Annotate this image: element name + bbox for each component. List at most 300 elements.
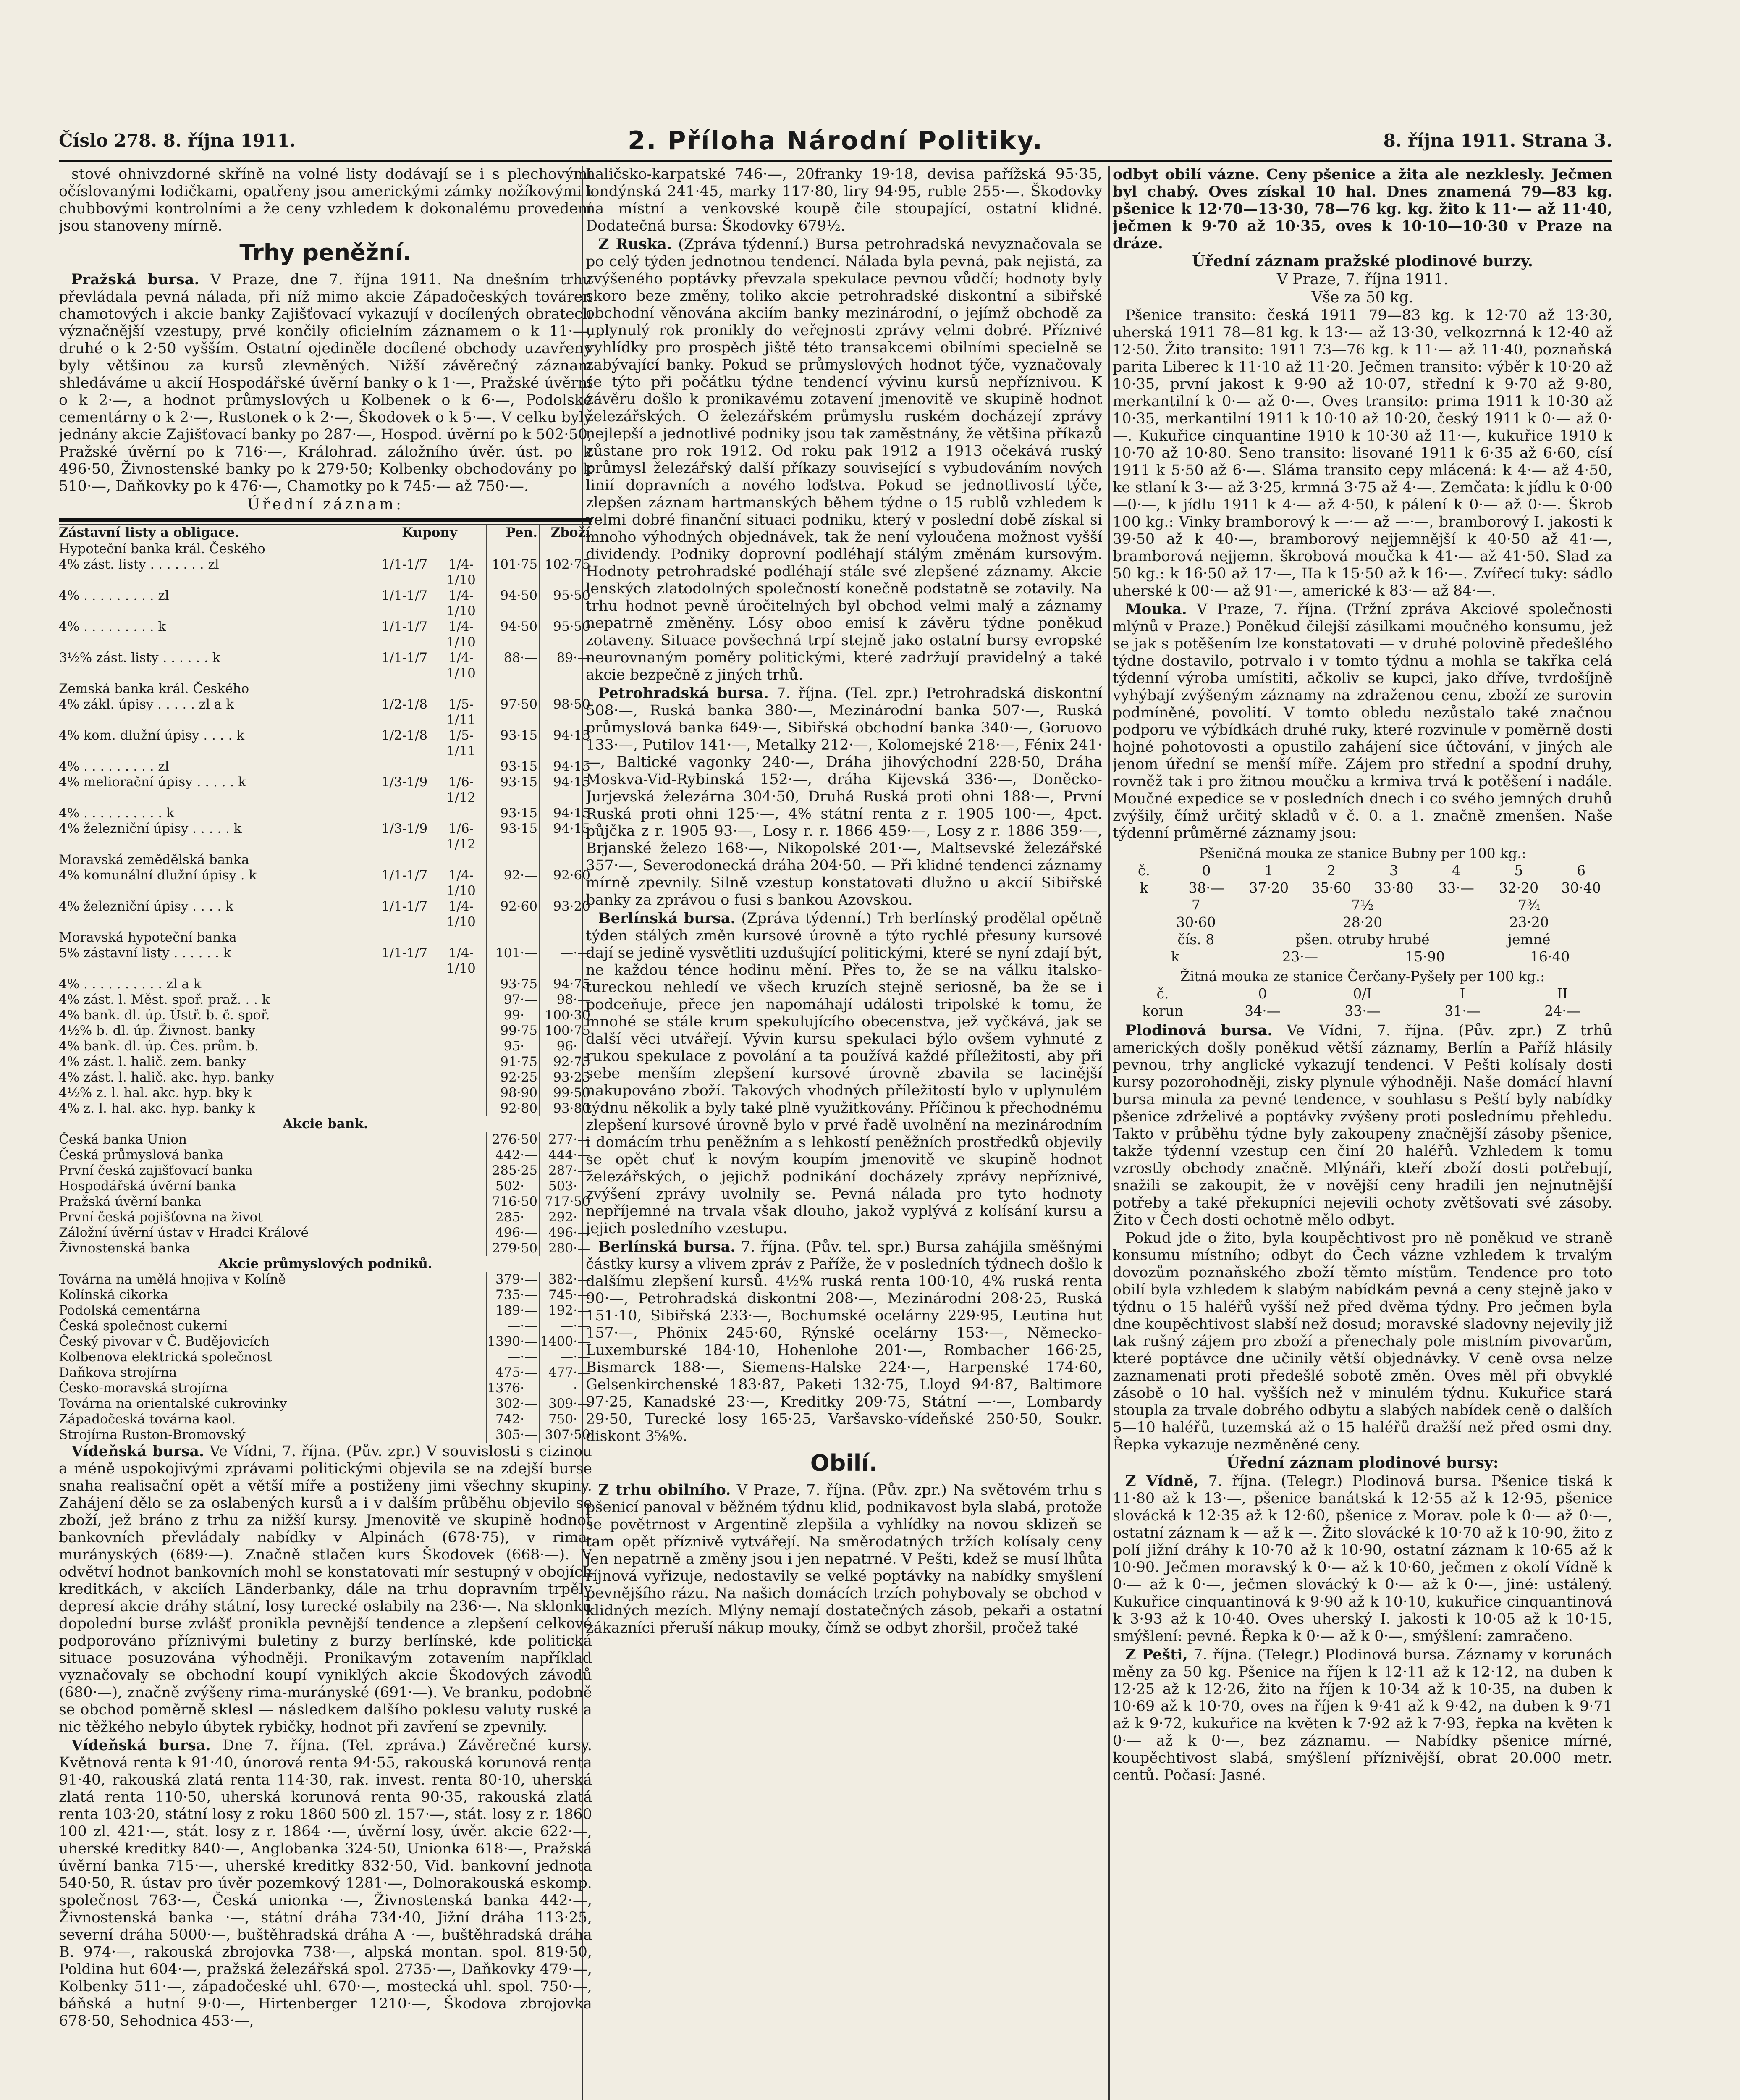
coupon-date bbox=[436, 541, 486, 557]
article-text: Dne 7. října. (Tel. zpráva.) Závěrečné kursy. Květnová renta k 91·40, únorová renta 94·55, rakouská korunová renta 91·40, rakouská zlatá renta 114·30, rak. invest. renta 80·10, uherská zlatá renta 110·50, uherská korunová renta 90·35, rakouská zlatá renta 103·20, státní losy z roku 1860 500 zl. 157·—, stát. losy z r. 1860 100 zl. 421·—, stát. losy z r. 1864 ·—, úvěrní losy, úvěr. akcie 622·—, uherské kreditky 840·—, Anglobanka 324·50, Unionka 618·—, Pražská úvěrní banka 715·—, uherské kreditky 832·50, Vid. bankovní jednota 540·50, R. ústav pro úvěr pozemkový 1281·—, Dolnorakouská eskomp. společnost 763·—, Česká unionka ·—, Živnostenská banka 442·—, Živnostenská banka ·—, státní dráha 734·40, Jižní dráha 113·25, severní dráha 5000·—, buštěhradská dráha A ·—, buštěhradská dráha B. 974·—, rakouská zbrojovka 738·—, alpská montan. spol. 819·50, Poldina hut 604·—, pražská železářská spol. 2735·—, Daňkovky 479·—, Kolbenky 511·—, západočeské uhl. 670·—, mostecká uhl. spol. 750·—, báňská a hutní 9·0·—, Hirtenberger 1210·—, Škodova zbrojovka 678·50, Sehodnica 453·—, bbox=[59, 1737, 592, 2029]
goods-price: 102·75 bbox=[539, 557, 592, 588]
security-name: Kolínská cikorka bbox=[59, 1287, 168, 1302]
article-lead: Berlínská bursa. bbox=[598, 910, 736, 927]
money-price: 496·— bbox=[486, 1225, 539, 1241]
goods-price: 309·— bbox=[539, 1396, 592, 1412]
article-vienna-closing bbox=[59, 1737, 592, 2030]
security-name: Továrna na umělá hnojiva v Kolíně bbox=[59, 1272, 286, 1287]
money-price: 91·75 bbox=[486, 1054, 539, 1070]
coupon-date bbox=[436, 1039, 486, 1054]
security-name: Pražská úvěrní banka bbox=[59, 1194, 202, 1209]
article-lead: Pražská bursa. bbox=[71, 271, 199, 288]
table-cell: 7½ bbox=[1351, 897, 1374, 913]
money-price: 305·— bbox=[486, 1427, 539, 1443]
money-price bbox=[486, 541, 539, 557]
article-flour bbox=[1113, 601, 1612, 842]
table-cell: 23·— bbox=[1282, 948, 1318, 965]
goods-price bbox=[539, 930, 592, 945]
money-price bbox=[486, 852, 539, 868]
table-row bbox=[59, 1334, 592, 1349]
table-row bbox=[59, 557, 592, 588]
quotes-table bbox=[59, 524, 592, 1443]
money-price: 101·— bbox=[486, 945, 539, 976]
table-row bbox=[59, 930, 592, 945]
header-zbozi: Zboží bbox=[539, 525, 592, 541]
money-price bbox=[486, 681, 539, 697]
table-cell: 30·40 bbox=[1561, 879, 1601, 896]
table-row bbox=[59, 1085, 592, 1101]
table-row bbox=[59, 774, 592, 806]
table-row bbox=[59, 1318, 592, 1334]
coupon-date: 1/3-1/9 bbox=[381, 821, 428, 836]
coupon-date bbox=[436, 992, 486, 1008]
table-cell: 24·— bbox=[1544, 1003, 1580, 1019]
official-record-heading: Úřední záznam: bbox=[247, 496, 404, 513]
money-price: 95·— bbox=[486, 1039, 539, 1054]
money-price: 442·— bbox=[486, 1147, 539, 1163]
money-price: 735·— bbox=[486, 1287, 539, 1303]
goods-price bbox=[539, 681, 592, 697]
security-name: 4% zást. l. halič. zem. banky bbox=[59, 1054, 246, 1069]
security-name: Česká banka Union bbox=[59, 1132, 187, 1147]
table-row bbox=[59, 1303, 592, 1318]
article-lead: Plodinová bursa. bbox=[1125, 1022, 1273, 1039]
coupon-date: 1/4-1/10 bbox=[446, 557, 476, 588]
goods-price: 95·50 bbox=[539, 588, 592, 619]
article-text: Ve Vídni, 7. října. (Pův. zpr.) Z trhů amerických došly poněkud větší záznamy, Berlín a Paříž hlásily pevnou, trhy anglické vykazují tendenci. V Pešti kolísaly dosti kursy pozorohodněji, zisky plynule výhodněji. Naše domácí hlavní bursa minula za pevné tendence, v souhlasu s Peští byly nabídky pšenice zdrželivé a poptávky zvýšeny proti poslednímu přehledu. Takto v průběhu týdne byly zakoupeny značnější zásoby pšenice, takže týdenní vzestup cen činí 20 haléřů. Vzhledem k tomu vzrostly obchody značně. Mlýnáři, kteří zboží dosti potřebují, snažili se zakoupit, že v novější ceny hradili jen nejnutnější potřeby a také překupníci nejevili ochoty zvětšovati své zásoby. Žito v Čech dosti ochotně mělo odbyt. bbox=[1113, 1022, 1612, 1228]
goods-price: 94·15 bbox=[539, 728, 592, 759]
coupon-date bbox=[436, 681, 486, 697]
security-name: 4% z. l. hal. akc. hyp. banky k bbox=[59, 1101, 255, 1116]
article-petersburg bbox=[586, 685, 1102, 909]
coupon-date bbox=[373, 806, 436, 821]
article-lead: Petrohradská bursa. bbox=[598, 685, 769, 702]
goods-price: 94·15 bbox=[539, 774, 592, 806]
money-price bbox=[486, 930, 539, 945]
goods-price: 94·75 bbox=[539, 976, 592, 992]
table-row bbox=[59, 1054, 592, 1070]
article-berlin-weekly bbox=[586, 910, 1102, 1237]
table-row bbox=[59, 945, 592, 976]
table-cell: 3 bbox=[1389, 862, 1398, 879]
security-name: 4% kom. dlužní úpisy . . . . k bbox=[59, 728, 244, 743]
goods-price: —·— bbox=[539, 1381, 592, 1396]
table-cell: 1 bbox=[1264, 862, 1274, 879]
goods-price: —·— bbox=[539, 1318, 592, 1334]
table-cell: 7 bbox=[1191, 897, 1200, 913]
article-text: (Zpráva týdenní.) Trh berlínský prodělal opětně týden stálých změn kursové úrovně a týto rychlé přesuny kursové dají se jedině vysvětliti uzdušující politickými, které se nyní zdají být, ne každou ténce hodinu mění. Přes to, že se na válku italsko-tureckou nehledí ve všech kruzích stejně seriosně, ba že se i podceňuje, přece jen napomáhají události tripolské k tomu, že mnohé se stále krum spekulujícího obecenstva, jež vyčkává, jak se další věci utvářejí. Vývin kursu spekulaci býlo ovšem vyhnuté z rukou spekulace z povolání a ta používá každé příležitosti, aby při sebe menším zlepšení kursové úrovně zbavila se lacinější nakupováno zboží. Takových vhodných příležitostí bylo v uplynulém týdnu několik a byly také plně využitkovány. Příčinou k přechodnému zlepšení kursové úrovně bylo v prvé řadě uvolnění na mezinárodním i domácím trhu peněžním a s lehkostí peněžních prostředků objevily se opět chuť k novým koupím jmenovitě ve skupině hodnot železářských, o jejichž podnikání docházely zprávy nepříznivé, zvýšení zprávy uvolnily se. Pevná nálada pro tyto hodnoty nepříjemné na trvala však dlouho, jakož vyplývá z kolísání kursu a jejich posledního vzestupu. bbox=[586, 910, 1102, 1237]
table-cell: 30·60 bbox=[1176, 914, 1216, 930]
security-name: Česko-moravská strojírna bbox=[59, 1381, 228, 1396]
table-row bbox=[59, 806, 592, 821]
money-price: 99·75 bbox=[486, 1023, 539, 1039]
table-cell: 16·40 bbox=[1530, 948, 1570, 965]
article-lead: Z Pešti, bbox=[1125, 1646, 1188, 1663]
article-lead: Z Ruska. bbox=[598, 236, 672, 253]
coupon-date: 1/1-1/7 bbox=[381, 650, 428, 665]
goods-price: 100·30 bbox=[539, 1008, 592, 1023]
article-continuation: stové ohnivzdorné skříně na volné listy dodávají se i s plechovými očíslovanými lodičkami, opatřeny jsou americkými zámky nožíkovými i chubbovými kontrolními a že ceny vzhledem k dokonalému provedení jsou stanoveny mírně. bbox=[59, 166, 592, 234]
table-cell: 35·60 bbox=[1311, 879, 1351, 896]
article-text: 7. října. (Pův. tel. spr.) Bursa zahájila směšnými částky kursy a vlivem zpráv z Paříže, že v posledních týdnech došlo k dalšímu zlepšení kursů. 4½% ruská renta 100·10, 4% ruská renta 90·—, Petrohradská diskontní 208·—, Mezinárodní 208·25, Ruská 151·10, Sibiřská 233·—, Bochumské ocelárny 229·95, Leutina hut 157·—, Phönix 245·60, Rýnské ocelárny 153·—, Německo-Luxemburské 184·10, Hohenlohe 201·—, Rombacher 166·25, Bismarck 188·—, Siemens-Halske 224·—, Harpenské 174·60, Gelsenkirchenské 183·87, Paketi 132·75, Lloyd 94·87, Baltimore 97·25, Kanadské 23·—, Kreditky 209·75, Státní —·—, Lombardy 29·50, Turecké losy 165·25, Varšavsko-vídeňské 250·50, Soukr. diskont 3⅝%. bbox=[586, 1239, 1102, 1445]
table-row bbox=[59, 619, 592, 650]
money-price: 379·— bbox=[486, 1272, 539, 1287]
security-name: Západočeská továrna kaol. bbox=[59, 1412, 236, 1427]
article-lead: Vídeňská bursa. bbox=[71, 1443, 204, 1460]
security-name: 4% zást. l. Měst. spoř. praž. . . k bbox=[59, 992, 270, 1007]
section-title: Obilí. bbox=[810, 1450, 878, 1476]
coupon-date: 1/1-1/7 bbox=[381, 588, 428, 603]
table-cell: 4 bbox=[1452, 862, 1461, 879]
goods-price: 307·50 bbox=[539, 1427, 592, 1443]
article-lead: Vídeňská bursa. bbox=[71, 1737, 211, 1754]
article-lead: Berlínská bursa. bbox=[598, 1238, 736, 1255]
coupon-date bbox=[436, 1085, 486, 1101]
security-name: 4% železniční úpisy . . . . . k bbox=[59, 821, 242, 836]
article-vienna-produce bbox=[1113, 1473, 1612, 1645]
money-price: 97·— bbox=[486, 992, 539, 1008]
security-name: Zemská banka král. Českého bbox=[59, 681, 249, 696]
table-cell: 38·— bbox=[1188, 879, 1224, 896]
coupon-date bbox=[436, 976, 486, 992]
coupon-date: 1/4-1/10 bbox=[446, 588, 476, 619]
security-name: 4% . . . . . . . . . . k bbox=[59, 806, 174, 821]
header-name: Zástavní listy a obligace. bbox=[59, 525, 239, 540]
article-text: V Praze, 7. října. (Pův. zpr.) Na světovém trhu s pšenicí panoval v běžném týdnu klid, podnikavost byla slabá, protože se povětrnost v Argentině zlepšila a vyhlídky na novou sklizeň se tam opět příznivě vytvářejí. Na směrodatných tržích kolísaly ceny jen nepatrně a změny jsou i jen nepatrné. V Pešti, kdež se musí lhůta říjnová vyřizuje, nedostavily se velké poptávky na nabídky smyšlení pevnějšího rázu. Na našich domácích trzích pohybovaly se obchod v klidných mezích. Mlýny nemají dostatečných zásob, pekaři a ostatní zákazníci přeruší nákup mouky, čímž se odbyt zhoršil, pročež také bbox=[586, 1482, 1102, 1636]
table-row bbox=[59, 992, 592, 1008]
coupon-date: 1/6-1/12 bbox=[446, 774, 476, 805]
coupon-date: 1/4-1/10 bbox=[446, 868, 476, 898]
table-row bbox=[59, 1287, 592, 1303]
security-name: Česká společnost cukerní bbox=[59, 1318, 228, 1334]
table-cell: č. bbox=[1156, 985, 1169, 1002]
table-header-row bbox=[1113, 896, 1612, 914]
money-price: 99·— bbox=[486, 1008, 539, 1023]
article-text: (Zpráva týdenní.) Bursa petrohradská nevyznačovala se po celý týden jednotnou tendencí. Nálada byla pevná, pak nejistá, za zvýšeného poptávky převzala spekulace pevnou vůdčí; hodnoty byly skoro beze změny, toliko akcie petrohradské diskontní a sibiřské obchodní věnována akciím banky mezinárodní, o jejímž obchodě za uplynulý rok pronikly do veřejnosti zprávy velmi dobré. Příznivé vyhlídky pro prospěch jiště této transakcemi obilními specielně se zabývající banky. Pokud se průmyslových hodnot týče, vyznačovaly se týto při počátku týdne tendencí vývinu kursů nepříznivou. K závěru došlo k pronikavému zotavení jmenovitě ve skupině hodnot železářských. O železářském průmyslu ruském docházejí zprávy nejlepší a jednotlivé podniky jsou tak zaměstnány, že většina příkazů zůstane pro rok 1912. Od roku pak 1912 a 1913 očekává ruský průmysl železářský další příkazy související s vybudováním nových linií dopravních a nového loďstva. Pokud se jednotlivostí týče, zlepšen záznam hartmanských během týdne o 15 rublů vzhledem k velmi dobré finanční situaci podniku, který v poslední době získal si mnoho výhodných objednávek, tak že není vyloučena možnost vyšší dividendy. Podniky doprovní podléhají stálým změnám kursovým. Hodnoty petrohradské podléhají stále své zlepšené záznamy. Akcie lenských zlatodolných společností konečně podstatně se zotavily. Na trhu hodnot pevně úročitelných byl obchod velmi malý a záznamy nepatrně změněny. Lósy oboo emisí k závěru týdne poněkud zotaveny. Situace povšechná trpí stejně jako ostatní bursy evropské neurovnaným poměry politickými, které zadržují pravidelný a také akcie bezpečně z jiných trhů. bbox=[586, 236, 1102, 683]
security-name: Záložní úvěrní ústav v Hradci Králové bbox=[59, 1225, 309, 1240]
table-row bbox=[59, 1272, 592, 1287]
money-price: 93·15 bbox=[486, 759, 539, 774]
coupon-date bbox=[436, 1023, 486, 1039]
article-lead: Mouka. bbox=[1125, 601, 1187, 618]
table-row bbox=[59, 852, 592, 868]
security-name: 4% zást. l. halič. akc. hyp. banky bbox=[59, 1070, 274, 1085]
goods-price: 98·50 bbox=[539, 697, 592, 728]
goods-price: 382·— bbox=[539, 1272, 592, 1287]
table-section-title: Akcie průmyslových podniků. bbox=[218, 1256, 432, 1271]
money-price: 475·— bbox=[486, 1365, 539, 1381]
table-cell: 2 bbox=[1327, 862, 1336, 879]
coupon-date: 1/1-1/7 bbox=[381, 945, 428, 961]
page-header bbox=[59, 126, 1612, 160]
table-section-title: Akcie bank. bbox=[283, 1116, 368, 1131]
money-price: 189·— bbox=[486, 1303, 539, 1318]
article-grain-market bbox=[586, 1481, 1102, 1637]
security-name: 5% zástavní listy . . . . . . k bbox=[59, 945, 231, 961]
article-russia bbox=[586, 236, 1102, 684]
goods-price: 94·15 bbox=[539, 821, 592, 852]
article-produce-continued: Pokud jde o žito, byla koupěchtivost pro ně poněkud ve straně konsumu místního; odbyt do Čech vázne vzhledem k trvalým dovozům poznaňského zboží těmto místům. Tendence pro toto obilí byla vzhledem k slabým nabídkám pevná a ceny stejně jako v týdnu o 15 haléřů vyšší než před dvěma týdny. Pro ječmen byla dne koupěchtivost slabší než dosud; moravské sladovny nejevily již tak rušný zájem pro zboží a přenechaly pole mistním pivovarům, které poptávce dne učinily větší objednávky. V ceně ovsa nelze zaznamenati proti předešlé sobotě změn. Oves měl při obvyklé zásobě o 10 hal. vyšších než v minulém týdnu. Kukuřice stará stoupla za trvale dobrého odbytu a slabých nabídek ceně o dalších 5—10 haléřů, tuzemská až o 15 haléřů dražší než před osmi dny. Řepka vykazuje nezměněné ceny. bbox=[1113, 1230, 1612, 1453]
issue-number: Číslo 278. 8. října 1911. bbox=[59, 130, 296, 151]
goods-price: 96·— bbox=[539, 1039, 592, 1054]
column-3 bbox=[1113, 166, 1612, 2100]
money-price: 502·— bbox=[486, 1179, 539, 1194]
security-name: První česká zajišťovací banka bbox=[59, 1163, 253, 1178]
coupon-date bbox=[373, 681, 436, 697]
article-text: 7. října. (Tel. zpr.) Petrohradská diskontní 508·—, Ruská banka 380·—, Mezinárodní banka 507·—, Ruská průmyslová banka 649·—, Sibiřská obchodní banka 340·—, Goruovo 133·—, Putilov 141·—, Metalky 212·—, Kolomejské 218·—, Fénix 241·—, Baltické vagonky 240·—, Dráha jihovýchodní 228·50, Dráha Moskva-Vid-Rybinská 152·—, dráha Kijevská 336·—, Doněcko-Jurjevská železárna 304·50, Druhá Ruská proti ohni 188·—, První Ruská proti ohni 125·—, 4% státní renta z r. 1905 100·—, 4pct. půjčka z r. 1905 93·—, Losy r. r. 1866 459·—, Losy z r. 1886 359·—, Brjanské železo 168·—, Nikopolské 201·—, Maltsevské železářské 357·—, Severodonecká dráha 204·50. — Při klidné tendenci záznamy mírně zpevnily. Silně vzestup konstatovati dlužno u akcií Sibiřské banky za zprávou o fusi s bankou Azovskou. bbox=[586, 685, 1102, 908]
table-row bbox=[59, 976, 592, 992]
money-price: 94·50 bbox=[486, 588, 539, 619]
security-name: 4% železniční úpisy . . . . k bbox=[59, 899, 233, 914]
goods-price bbox=[539, 852, 592, 868]
table-cell: korun bbox=[1142, 1003, 1184, 1019]
goods-price: —·— bbox=[539, 945, 592, 976]
coupon-date bbox=[373, 1070, 436, 1085]
article-lead: Z Vídně, bbox=[1125, 1473, 1199, 1490]
money-price: 88·— bbox=[486, 650, 539, 681]
table-row bbox=[59, 650, 592, 681]
bonds-rows bbox=[59, 541, 592, 1116]
article-produce-bourse bbox=[1113, 1022, 1612, 1229]
header-rule bbox=[59, 160, 1612, 162]
table-rule bbox=[59, 518, 592, 522]
goods-price: 1400·— bbox=[539, 1334, 592, 1349]
coupon-date bbox=[373, 1008, 436, 1023]
table-row bbox=[59, 697, 592, 728]
table-value-row bbox=[1113, 1002, 1612, 1019]
money-price: 98·90 bbox=[486, 1085, 539, 1101]
table-row bbox=[59, 1427, 592, 1443]
security-name: 4% bank. dl. úp. Čes. prům. b. bbox=[59, 1039, 259, 1054]
table-row bbox=[59, 1008, 592, 1023]
money-price: 101·75 bbox=[486, 557, 539, 588]
table-row bbox=[59, 1179, 592, 1194]
goods-price: 287·— bbox=[539, 1163, 592, 1179]
money-price: 93·75 bbox=[486, 976, 539, 992]
table-cell: 31·— bbox=[1444, 1003, 1481, 1019]
coupon-date bbox=[373, 759, 436, 774]
table-cell: 0 bbox=[1202, 862, 1211, 879]
security-name: Daňkova strojírna bbox=[59, 1365, 177, 1380]
security-name: Podolská cementárna bbox=[59, 1303, 201, 1318]
security-name: Český pivovar v Č. Budějovicích bbox=[59, 1334, 270, 1349]
goods-price: 496·— bbox=[539, 1225, 592, 1241]
table-cell: 0 bbox=[1258, 985, 1267, 1002]
table-cell: čís. 8 bbox=[1177, 931, 1215, 948]
article-text: V Praze, 7. října. (Tržní zpráva Akciové společnosti mlýnů v Praze.) Poněkud čilejší zásilkami moučného konsumu, jež se jak s potěšením lze konstatovati — v druhé polovině předešlého týdne dostavilo, potrvalo i v tomto týdnu a mohla se takřka celá týdenní výroba umístiti, ačkoliv se kupci, jako dříve, tvrdošíjně vyhýbají zvýšeným záznamy na zdraženou cenu, zboží ze surovin podmíněné, povolití. V tomto obledu nezůstalo také značnou podporu ve výbídkách druhé ruky, které rozvinule v poměrně dosti hojné pohotovosti a opustilo zahájení sice účtování, v jiných ale jenom úřední se menší míře. Zájem pro střední a spodní druhy, rovněž tak i pro žitnou moučku a krmiva trvá k potěšení i nadále. Moučné expedice se v posledních dnech i co svého jemných druhů zvýšily, čímž určitý skladů v č. 0. a 1. značně zmenšen. Naše týdenní průměrné záznamy jsou: bbox=[1113, 601, 1612, 842]
money-price: 92·60 bbox=[486, 899, 539, 930]
money-price: 279·50 bbox=[486, 1241, 539, 1256]
article-text: 7. října. (Telegr.) Plodinová bursa. Pšenice tiská k 11·80 až k 13·—, pšenice banátská k 12·55 až k 12·95, pšenice slovácká k 12·35 až k 12·60, pšenice z Morav. pole k 0·— až 0·—, ostatní záznam k — až k —. Žito slovácké k 10·70 až k 10·90, žito z polí jižní dráhy k 10·70 až k 10·90, ostatní záznam k 10·65 až k 10·90. Ječmen moravský k 0·— až k 10·60, ječmen z okolí Vídně k 0·— až k 0·—, ječmen slovácký k 0·— až k 0·—, jiné: ustálený. Kukuřice cinquantinová k 9·90 až k 10·10, kukuřice cinquantinová k 3·93 až k 10·40. Oves uherský I. jakosti k 10·05 až k 10·15, smýšlení: pevné. Řepka k 0·— až k 0·—, smýšlení: zamračeno. bbox=[1113, 1473, 1612, 1645]
table-row bbox=[59, 1163, 592, 1179]
goods-price: 93·20 bbox=[539, 899, 592, 930]
table-value-row bbox=[1113, 948, 1612, 965]
column-2 bbox=[586, 166, 1102, 2100]
table-row bbox=[59, 1147, 592, 1163]
money-price: 1376·— bbox=[486, 1381, 539, 1396]
goods-price: 292·— bbox=[539, 1210, 592, 1225]
security-name: Moravská hypoteční banka bbox=[59, 930, 237, 945]
header-kupony: Kupony bbox=[402, 525, 457, 540]
goods-price: 95·50 bbox=[539, 619, 592, 650]
table-header-row bbox=[1113, 862, 1612, 879]
coupon-date bbox=[373, 1054, 436, 1070]
coupon-date bbox=[436, 930, 486, 945]
table-row bbox=[59, 541, 592, 557]
goods-price: 99·50 bbox=[539, 1085, 592, 1101]
goods-price: 93·80 bbox=[539, 1101, 592, 1116]
table-cell: 0/I bbox=[1353, 985, 1372, 1002]
money-price: —·— bbox=[486, 1349, 539, 1365]
table-row bbox=[59, 1225, 592, 1241]
security-name: Živnostenská banka bbox=[59, 1241, 190, 1256]
table-row bbox=[59, 1396, 592, 1412]
table-row bbox=[59, 1194, 592, 1210]
column-divider bbox=[1108, 166, 1110, 2100]
article-berlin-daily bbox=[586, 1238, 1102, 1445]
table-cell: I bbox=[1460, 985, 1465, 1002]
coupon-date: 1/5-1/11 bbox=[446, 697, 476, 727]
industrial-shares-rows bbox=[59, 1272, 592, 1443]
table-row bbox=[59, 1101, 592, 1116]
goods-price: 94·15 bbox=[539, 806, 592, 821]
goods-price: —·— bbox=[539, 1349, 592, 1365]
table-cell: 33·80 bbox=[1374, 879, 1414, 896]
table-row bbox=[59, 1365, 592, 1381]
coupon-date: 1/4-1/10 bbox=[446, 945, 476, 976]
table-cell: č. bbox=[1137, 862, 1150, 879]
money-price: 285·— bbox=[486, 1210, 539, 1225]
security-name: Moravská zemědělská banka bbox=[59, 852, 249, 867]
goods-price: 503·— bbox=[539, 1179, 592, 1194]
table-row bbox=[59, 728, 592, 759]
bank-shares-rows bbox=[59, 1132, 592, 1256]
article-prague-bourse bbox=[59, 271, 592, 495]
article-text: 7. října. (Telegr.) Plodinová bursa. Záznamy v korunách měny za 50 kg. Pšenice na říjen k 12·11 až k 12·12, na duben k 12·25 až k 12·26, žito na říjen k 10·34 až k 10·35, na duben k 10·69 až k 10·70, oves na říjen k 9·41 až k 9·42, na duben k 9·71 až k 9·72, kukuřice na květen k 7·92 až k 7·93, řepka na květen k 0·— až k 0·—, bez záznamu. — Nabídky pšenice mírné, koupěchtivost slabá, smýšlení příznivější, obrat 20.000 metr. centů. Počasí: Jasné. bbox=[1113, 1646, 1612, 1784]
security-name: 4% . . . . . . . . . k bbox=[59, 619, 166, 634]
coupon-date bbox=[436, 1054, 486, 1070]
money-price: 302·— bbox=[486, 1396, 539, 1412]
table-cell: 32·20 bbox=[1499, 879, 1539, 896]
record-heading: Úřední záznam pražské plodinové burzy. bbox=[1192, 252, 1533, 270]
money-price: 742·— bbox=[486, 1412, 539, 1427]
table-value-row bbox=[1113, 914, 1612, 931]
goods-price: 98·— bbox=[539, 992, 592, 1008]
article-text: Ve Vídni, 7. října. (Pův. zpr.) V souvislosti s cizinou a méně uspokojivými zprávami politickými objevila se na zdejší burse snaha realisační opět a větší míře a postiženy jimi všechny skupiny. Zahájení dělo se za oslabených kursů a i v dalším průběhu objevilo se zboží, jež bráno z trhu za nižší kursy. Jmenovitě ve skupině hodnot bankovních převládaly nabídky v Alpinách (678·75), v rima-murányských (689·—). Značně stlačen kurs Škodovek (668·—). V odvětví hodnot bankovních mohl se konstatovati mír sestupný v obojích kreditkách, v akciích Länderbanky, dále na trhu dopravním trpěly depresí akcie dráhy státní, losy turecké oslabily na 236·—. Na sklonku dopolední burse zvlášť pronikla pevnější tendence a zlepšení celkové podporováno příznivými buletiny z burzy berlínské, kde politická situace posuzována výhodněji. Pronikavým zotavením například vyznačovaly se obchodní koupí vyniklých akcie Škodových závodů (680·—), značně zvýšeny rima-murányské (691·—). Ve branku, podobně se obchod poměrně sklesl — následkem dalšího poklesu valuty ruské a nic těžkého nebylo úbytek rybičky, hodnot při zavření se zpevnily. bbox=[59, 1443, 592, 1735]
table-row bbox=[59, 868, 592, 899]
table-cell: 7¾ bbox=[1518, 897, 1541, 913]
table-cell: k bbox=[1140, 879, 1148, 896]
table-row bbox=[59, 1039, 592, 1054]
coupon-date: 1/6-1/12 bbox=[446, 821, 476, 852]
table-row bbox=[59, 1381, 592, 1396]
record-heading: Úřední záznam plodinové bursy: bbox=[1226, 1454, 1499, 1472]
goods-price bbox=[539, 541, 592, 557]
table-header-row bbox=[1113, 985, 1612, 1002]
table-cell: 37·20 bbox=[1249, 879, 1289, 896]
money-price: 1390·— bbox=[486, 1334, 539, 1349]
table-row bbox=[59, 1349, 592, 1365]
coupon-date bbox=[373, 1085, 436, 1101]
goods-price: 477·— bbox=[539, 1365, 592, 1381]
coupon-date: 1/1-1/7 bbox=[381, 899, 428, 914]
table-row bbox=[59, 1412, 592, 1427]
article-continuation: haličsko-karpatské 746·—, 20franky 19·18, devisa pařížská 95·35, londýnská 241·45, marky 117·80, liry 94·95, ruble 255·—. Škodovky na místní a venkovské koupě čile stoupající, ostatní klidné. Dodatečná bursa: Škodovky 679½. bbox=[586, 166, 1102, 234]
masthead: 2. Příloha Národní Politiky. bbox=[628, 126, 1043, 155]
coupon-date: 1/1-1/7 bbox=[381, 619, 428, 634]
table-row bbox=[59, 1132, 592, 1147]
security-name: 4½% z. l. hal. akc. hyp. bky k bbox=[59, 1085, 252, 1100]
money-price: 93·15 bbox=[486, 806, 539, 821]
security-name: 4% meliorační úpisy . . . . . k bbox=[59, 774, 246, 790]
coupon-date: 1/1-1/7 bbox=[381, 868, 428, 883]
article-pest-produce bbox=[1113, 1646, 1612, 1784]
security-name: První česká pojišťovna na život bbox=[59, 1210, 263, 1225]
security-name: 4% . . . . . . . . . . zl a k bbox=[59, 976, 202, 992]
coupon-date bbox=[373, 541, 436, 557]
coupon-date bbox=[373, 1101, 436, 1116]
coupon-date: 1/3-1/9 bbox=[381, 774, 428, 790]
coupon-date bbox=[373, 852, 436, 868]
goods-price: 89·— bbox=[539, 650, 592, 681]
table-caption: Pšeničná mouka ze stanice Bubny per 100 kg.: bbox=[1199, 845, 1526, 861]
security-name: Továrna na orientalské cukrovinky bbox=[59, 1396, 287, 1411]
coupon-date bbox=[436, 1101, 486, 1116]
money-price: 92·25 bbox=[486, 1070, 539, 1085]
security-name: Česká průmyslová banka bbox=[59, 1147, 224, 1163]
coupon-date: 1/2-1/8 bbox=[381, 697, 428, 712]
security-name: Hypoteční banka král. Českého bbox=[59, 541, 265, 556]
goods-price: 745·— bbox=[539, 1287, 592, 1303]
goods-price: 92·75 bbox=[539, 1054, 592, 1070]
table-header bbox=[59, 524, 592, 541]
rye-flour-table bbox=[1113, 968, 1612, 1019]
table-cell: jemné bbox=[1507, 931, 1551, 948]
table-row bbox=[59, 1210, 592, 1225]
coupon-date bbox=[436, 806, 486, 821]
table-row bbox=[59, 899, 592, 930]
security-name: 4% . . . . . . . . . zl bbox=[59, 588, 169, 603]
security-name: Hospodářská úvěrní banka bbox=[59, 1179, 236, 1194]
security-name: 4% . . . . . . . . . zl bbox=[59, 759, 169, 774]
coupon-date: 1/4-1/10 bbox=[446, 619, 476, 650]
table-caption: Žitná mouka ze stanice Čerčany-Pyšely per 100 kg.: bbox=[1180, 968, 1545, 984]
coupon-date: 1/4-1/10 bbox=[446, 899, 476, 929]
security-name: Kolbenova elektrická společnost bbox=[59, 1349, 272, 1365]
table-row bbox=[59, 588, 592, 619]
coupon-date: 1/1-1/7 bbox=[381, 557, 428, 572]
money-price: 93·15 bbox=[486, 821, 539, 852]
money-price: 276·50 bbox=[486, 1132, 539, 1147]
table-cell: pšen. otruby hrubé bbox=[1295, 931, 1430, 948]
table-cell: 33·— bbox=[1344, 1003, 1381, 1019]
article-text: V Praze, dne 7. října 1911. Na dnešním trhu převládala pevná nálada, při níž mimo akcie Západočeských továren chamotových i akcie banky Zajišťovací vykazují v docílených obratech význačnější vzestupy, prvé končily oficielním záznamem o k 11·—, druhé o k 2·50 vyšším. Ostatní ojediněle docílené obchody uzavřeny byly většinou za kursů zlevněných. Nižší závěrečný záznam shledáváme u akcií Hospodářské úvěrní banky o k 1·—, Pražské úvěrní o k 2·—, a hodnot průmyslových u Kolbenek o k 6·—, Podolské cementárny o k 2·—, Rustonek o k 2·—, Škodovek o k 5·—. V celku byly jednány akcie Zajišťovací banky po 287·—, Hospod. úvěrní po k 502·50, Pražské úvěrní po k 716·—, Králohrad. záložního úvěr. úst. po k 496·50, Živnostenské banky po k 279·50; Kolbenky obchodovány po k 510·—, Daňkovky po k 476·—, Chamotky po k 745·— až 750·—. bbox=[59, 271, 592, 495]
table-cell: 34·— bbox=[1245, 1003, 1281, 1019]
coupon-date bbox=[373, 930, 436, 945]
table-cell: 15·90 bbox=[1405, 948, 1445, 965]
money-price: 94·50 bbox=[486, 619, 539, 650]
coupon-date: 1/5-1/11 bbox=[446, 728, 476, 759]
money-price: —·— bbox=[486, 1318, 539, 1334]
wheat-flour-table bbox=[1113, 845, 1612, 965]
table-cell: 6 bbox=[1577, 862, 1586, 879]
coupon-date bbox=[373, 1023, 436, 1039]
column-1 bbox=[59, 166, 592, 2100]
coupon-date bbox=[373, 992, 436, 1008]
record-unit: Vše za 50 kg. bbox=[1311, 289, 1414, 306]
goods-price: 93·25 bbox=[539, 1070, 592, 1085]
article-lead: Z trhu obilního. bbox=[598, 1481, 731, 1499]
